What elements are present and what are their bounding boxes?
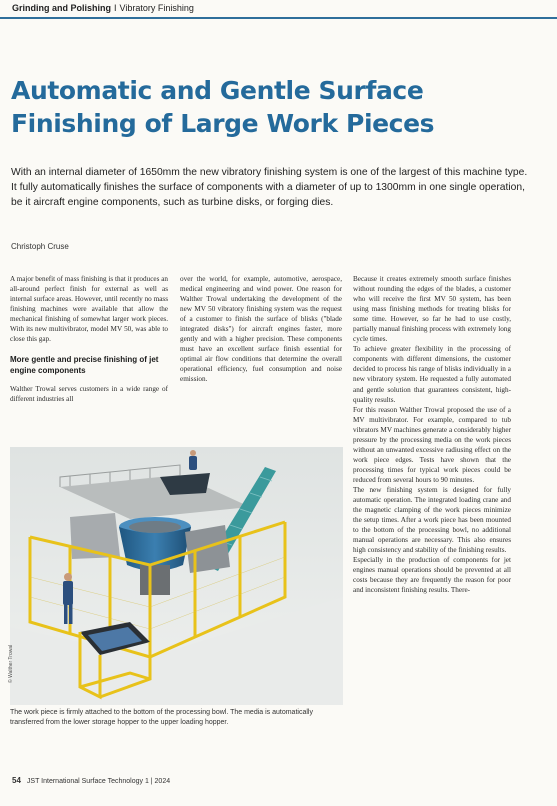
article-lead: With an internal diameter of 1650mm the new vibratory finishing system is one of the largest of this machine type. It fully automatically finishes the surface of components with a diameter of up to 1300mm in one single operation, be it aircraft engine components, such as turbine disks, or forging dies. — [11, 167, 528, 208]
paragraph: over the world, for example, automotive, aerospace, medical engineering and wind power. One reason for Walther Trowal undertaking the development of the new MV 50 vibratory finishing system was the request of a customer to finish the surface of blisks ("blade integrated disks") for aircraft engines faster, more gently and with a higher precision. These components must have an excellent surface finish essential for optimal air flow conditions that determine the overall operational efficiency, fuel consumption and noise emission. — [180, 275, 342, 384]
paragraph: For this reason Walther Trowal proposed the use of a MV multivibrator. For example, compared to tub vibrators MV machines generate a considerably higher pressure by the processing media on the work pieces without an unwanted excessive radiusing effect on the work piece edges. Tests have shown that the processing times for typical work pieces could be reduced from several hours to 90 minutes. — [353, 405, 511, 484]
journal-name: JST International Surface Technology 1 | 2024 — [26, 778, 171, 785]
text-column-1 — [10, 274, 168, 404]
paragraph: Especially in the production of components for jet engines manual operations should be prevented at all costs because they are frequently the reason for poor and inconsistent finishing results. There- — [353, 556, 511, 595]
author-byline: Christoph Cruse — [11, 242, 69, 251]
text-column-3 — [353, 274, 511, 596]
header-section: Grinding and Polishing — [12, 3, 111, 13]
photo-credit: © Walther Trowal — [8, 644, 14, 683]
header-separator: I — [114, 3, 117, 13]
paragraph: To achieve greater flexibility in the processing of components with different dimensions, the customer decided to process his range of blisks individually in a new vibratory system. He requested a fully automated and gentle solution that guarantees consistent, high-quality results. — [353, 345, 511, 404]
paragraph: Walther Trowal serves customers in a wide range of different industries all — [10, 385, 168, 404]
header-subsection: Vibratory Finishing — [119, 3, 194, 13]
paragraph: The new finishing system is designed for fully automatic operation. The integrated loading crane and the magnetic clamping of the work pieces minimize the setup times. After a work piece has been mounted to the bottom of the processing bowl, no additional manual operations are necessary. This also ensures high consistency and stability of the finishing results. — [353, 485, 511, 555]
subheading: More gentle and precise finishing of jet engine components — [10, 355, 159, 376]
paragraph: Because it creates extremely smooth surface finishes without rounding the edges of the blades, a customer who will receive the first MV 50 system, has been using mass finishing methods for treating blisks for some time. However, so far he had to use costly, partially manual finishing process with extremely long cycle times. — [353, 275, 511, 344]
machine-photo — [10, 447, 343, 705]
running-header — [12, 3, 194, 13]
text-column-2 — [180, 274, 342, 385]
page-number: 54 — [12, 776, 21, 785]
paragraph: A major benefit of mass finishing is that it produces an all-around perfect finish for external as well as internal surface areas. However, until recently no mass finishing machines were available that allow the mechanical finishing of somewhat larger work pieces. With its new multivibrator, model MV 50, was able to close this gap. — [10, 275, 168, 344]
vibratory-finishing-machine-illustration — [10, 447, 343, 705]
header-rule — [0, 17, 557, 19]
article-title: Automatic and Gentle Surface Finishing of Large Work Pieces — [11, 76, 435, 138]
photo-caption: The work piece is firmly attached to the bottom of the processing bowl. The media is automatically transferred from the lower storage hopper to the upper loading hopper. — [10, 709, 313, 726]
page-footer — [12, 776, 170, 785]
